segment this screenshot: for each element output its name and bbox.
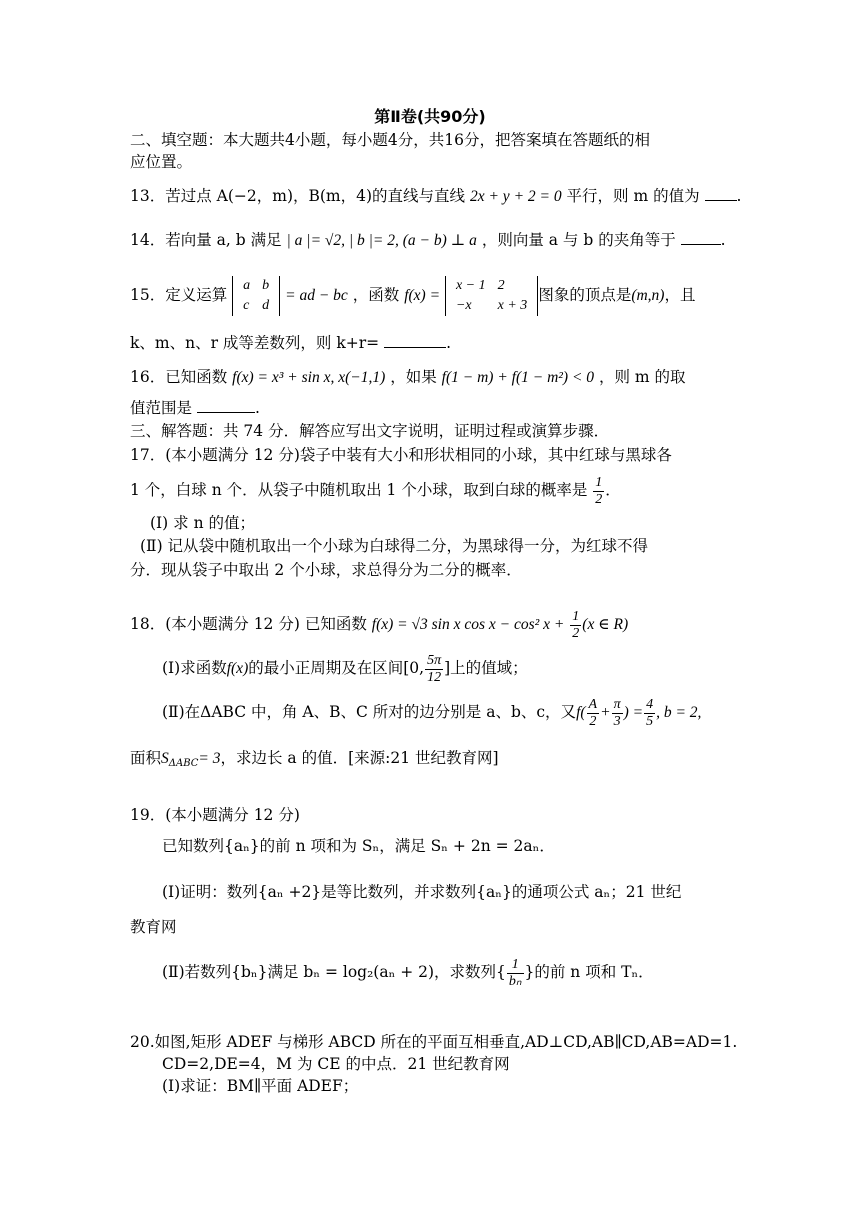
question-19-part1b: 教育网 <box>130 918 177 936</box>
q15-line2-text: k、m、n、r 成等差数列，则 k+r= <box>130 334 380 352</box>
question-16-line2 <box>130 398 260 418</box>
q15-tail: ，且 <box>664 286 696 304</box>
q16-end: . <box>254 399 260 417</box>
question-15 <box>130 273 696 318</box>
q16-line2-text: 值范围是 <box>130 399 193 417</box>
question-13 <box>130 186 741 207</box>
q14-text: 14．若向量 a, b 满足 <box>130 231 282 249</box>
q18-part1-fx: f(x) <box>226 660 249 677</box>
q15-text: 15．定义运算 <box>130 286 228 304</box>
q15-end: . <box>446 334 451 352</box>
q18-part1-end: ]上的值域； <box>444 659 528 677</box>
question-15-line2 <box>130 333 451 353</box>
q16-answer-blank <box>197 398 255 413</box>
q14-answer-blank <box>681 230 721 245</box>
q18-function: f(x) = √3 sin x cos x − cos² x + <box>371 616 565 633</box>
q16-mid: ，如果 <box>390 368 437 386</box>
q18-area-subscript: ΔABC <box>168 758 199 769</box>
q18-part1-mid: 的最小正周期及在区间[0, <box>248 659 425 677</box>
question-19-line1: 已知数列{aₙ}的前 n 项和为 Sₙ，满足 Sₙ + 2n = 2aₙ． <box>162 837 555 855</box>
q13-end: . <box>736 187 742 205</box>
q13-text-post: 平行，则 m 的值为 <box>566 187 700 205</box>
q14-condition: | a |= √2, | b |= 2, (a − b) ⊥ a <box>286 232 477 249</box>
q18-area-value: = 3 <box>198 750 221 767</box>
question-18-part2: (Ⅱ)在ΔABC 中，角 A、B、C 所对的边分别是 a、b、c，又f( $\frac{A}{2}$ + $\frac{\pi}{3}$ ) = $\frac{4}{5}$ , b = 2, <box>162 696 702 729</box>
q18-part3-text: 面积 <box>130 749 162 767</box>
question-20-line1: 20.如图,矩形 ADEF 与梯形 ABCD 所在的平面互相垂直,AD⊥CD,AB∥CD,AB=AD=1. <box>130 1033 738 1051</box>
q15-function-determinant: x − 1 2 −x x + 3 <box>445 276 538 316</box>
q18-part2-eq: ) = <box>623 704 644 721</box>
q14-text-post: ，则向量 a 与 b 的夹角等于 <box>481 231 676 249</box>
q15-fx: f(x) = <box>404 287 441 304</box>
q16-function: f(x) = x³ + sin x, x(−1,1) <box>232 369 386 386</box>
q18-a-half-fraction: $\frac{A}{2}$ <box>588 696 598 729</box>
fill-header-line1: 二、填空题：本大题共4小题，每小题4分，共16分，把答案填在答题纸的相 <box>130 131 650 149</box>
question-17-part1: (Ⅰ) 求 n 的值； <box>150 514 255 532</box>
q18-part2-b: , b = 2, <box>656 704 702 721</box>
q18-part2-text: (Ⅱ)在ΔABC 中，角 A、B、C 所对的边分别是 a、b、c，又 <box>162 703 577 721</box>
question-19-part1a: (Ⅰ)证明：数列{aₙ +2}是等比数列，并求数列{aₙ}的通项公式 aₙ；21 世纪 <box>162 883 682 901</box>
q15-post: 图象的顶点是 <box>538 286 632 304</box>
q19-reciprocal-fraction: $\frac{1}{\text{bₙ}}$ <box>508 956 522 989</box>
q15-mid: ，函数 <box>352 286 400 304</box>
q15-answer-blank <box>384 333 446 348</box>
question-19-part2 <box>162 954 654 990</box>
question-17-part2a: (Ⅱ) 记从袋中随机取出一个小球为白球得二分，为黑球得一分，为红球不得 <box>140 537 649 555</box>
q19-part2-text: (Ⅱ)若数列{bₙ}满足 bₙ = log₂(aₙ + 2)，求数列{ <box>162 963 506 981</box>
q18-part2-f: f( <box>576 704 586 721</box>
question-18-part3 <box>130 748 499 774</box>
q18-four-fifths-fraction: $\frac{4}{5}$ <box>646 696 654 729</box>
question-17-line1: 17．(本小题满分 12 分)袋子中装有大小和形状相同的小球，其中红球与黑球各 <box>130 446 672 464</box>
q17-line2-end: ． <box>605 481 621 499</box>
q18-part3-end: ，求边长 a 的值．[来源:21 世纪教育网] <box>220 749 499 767</box>
q16-post: ，则 m 的取 <box>598 368 686 386</box>
q13-equation: 2x + y + 2 = 0 <box>469 188 562 205</box>
q18-pi-third-fraction: $\frac{\pi}{3}$ <box>613 696 621 729</box>
q18-domain: (x ∈ R) <box>582 616 629 633</box>
q13-answer-blank <box>705 186 737 201</box>
fill-header-line2: 应位置。 <box>130 153 193 171</box>
question-17-part2b: 分．现从袋子中取出 2 个小球，求总得分为二分的概率． <box>130 561 522 579</box>
q18-text: 18．(本小题满分 12 分) 已知函数 <box>130 615 367 633</box>
q17-line2-text: 1 个，白球 n 个．从袋子中随机取出 1 个小球，取到白球的概率是 <box>130 481 588 499</box>
question-20-line2: CD=2,DE=4，M 为 CE 的中点．21 世纪教育网 <box>162 1055 510 1073</box>
answer-section-header: 三、解答题：共 74 分．解答应写出文字说明，证明过程或演算步骤． <box>130 422 610 440</box>
q15-determinant-definition: a b c d <box>232 276 280 316</box>
q18-part1-text: (Ⅰ)求函数 <box>162 659 227 677</box>
q18-area-symbol: S <box>161 750 169 767</box>
question-16 <box>130 367 686 388</box>
q15-definition-eq: = ad − bc <box>285 287 348 304</box>
q14-end: . <box>720 231 726 249</box>
q13-text: 13．苦过点 A(−2，m)，B(m，4)的直线与直线 <box>130 187 466 205</box>
q15-vertex: (m,n) <box>631 287 665 304</box>
question-18 <box>130 606 628 643</box>
question-14 <box>130 230 726 251</box>
section-title: 第Ⅱ卷(共90分) <box>374 107 486 126</box>
q18-half-fraction: $\frac{1}{2}$ <box>572 608 580 641</box>
q18-interval-fraction: $\frac{5\pi}{12}$ <box>427 652 442 685</box>
question-18-part1 <box>162 650 528 687</box>
question-19-head: 19．(本小题满分 12 分) <box>130 806 300 824</box>
q17-probability-fraction: $\frac{1}{2}$ <box>595 474 603 507</box>
q16-condition: f(1 − m) + f(1 − m²) < 0 <box>441 369 595 386</box>
question-17-line2 <box>130 472 621 508</box>
question-20-part1: (Ⅰ)求证：BM∥平面 ADEF； <box>162 1077 359 1095</box>
q16-text: 16．已知函数 <box>130 368 228 386</box>
q19-part2-end: }的前 n 项和 Tₙ． <box>524 963 654 981</box>
